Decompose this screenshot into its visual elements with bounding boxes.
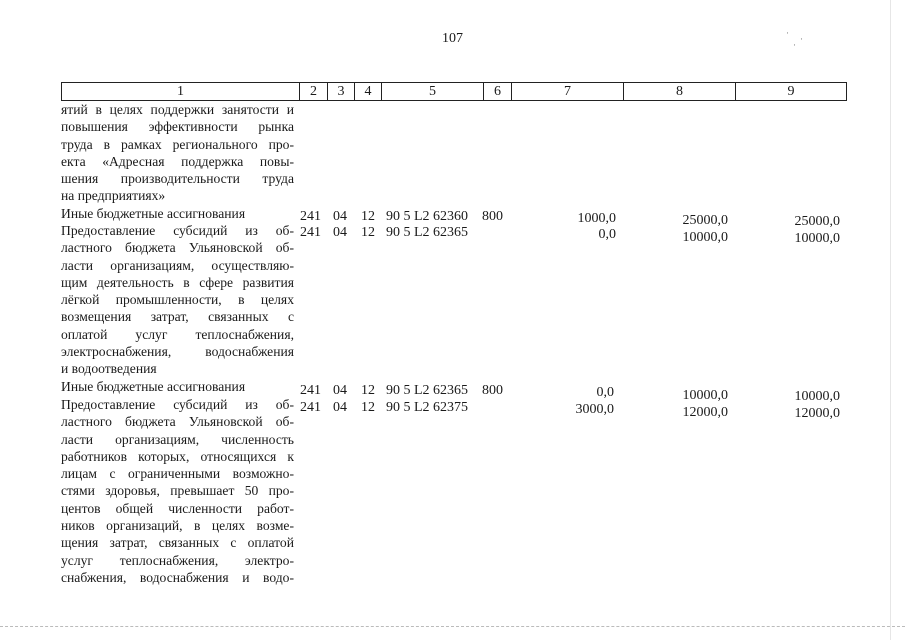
scan-speck: · <box>793 40 796 50</box>
col-header-8: 8 <box>624 83 736 100</box>
scan-bottom-line <box>0 626 905 628</box>
cell-c3: 04 <box>333 383 347 398</box>
page-number: 107 <box>442 31 463 46</box>
cell-c2: 241 <box>300 383 321 398</box>
scan-speck: · <box>786 28 789 38</box>
cell-c5: 90 5 L2 62365 <box>386 383 469 398</box>
cell-c9: 10000,0 <box>794 389 840 404</box>
cell-c7: 0,0 <box>596 385 614 400</box>
cell-c2: 241 <box>300 225 321 240</box>
cell-c6: 800 <box>482 383 503 398</box>
col-header-5: 5 <box>382 83 484 100</box>
cell-c7: 0,0 <box>598 227 616 242</box>
cell-c5: 90 5 L2 62365 <box>386 225 469 240</box>
continuation-description: ятий в целях поддержки занятости и повышения эффективности рынка труда в рамках регионального про- екта «Адресная поддержка повы- шения производительности труда на предприятиях» <box>61 102 294 204</box>
col-header-4: 4 <box>355 83 382 100</box>
cell-c7: 3000,0 <box>575 402 614 417</box>
cell-c8: 12000,0 <box>682 405 728 420</box>
row-description: Предоставление субсидий из об- ластного бюджета Ульяновской об- ласти организациям, численность работников которых, относящихся к лицам с ограниченными возможно- стями здоровья, превышает 50 про- центов общей численности работ- ников организаций, в целях возме- щения затрат, связанных с оплатой услуг теплоснабжения, электро- снабжения, водоснабжения и водо- <box>61 397 294 585</box>
cell-c3: 04 <box>333 400 347 415</box>
cell-c4: 12 <box>361 225 375 240</box>
cell-c2: 241 <box>300 400 321 415</box>
row-description: Иные бюджетные ассигнования <box>61 379 246 394</box>
cell-c9: 10000,0 <box>794 231 840 246</box>
col-header-1: 1 <box>62 83 300 100</box>
cell-c7: 1000,0 <box>577 211 616 226</box>
table-header-row <box>61 82 847 101</box>
cell-c3: 04 <box>333 209 347 224</box>
scan-speck: · <box>800 34 803 44</box>
cell-c4: 12 <box>361 209 375 224</box>
cell-c6: 800 <box>482 209 503 224</box>
cell-c4: 12 <box>361 400 375 415</box>
row-description: Предоставление субсидий из об- ластного бюджета Ульяновской об- ласти организациям, осуществляю- щим деятельность в сфере развития лёгкой промышленности, в целях возмещения затрат, связанных с оплатой услуг теплоснабжения, электроснабжения, водоснабжения и водоотведения <box>61 223 294 377</box>
cell-c4: 12 <box>361 383 375 398</box>
col-header-2: 2 <box>300 83 328 100</box>
cell-c5: 90 5 L2 62375 <box>386 400 469 415</box>
col-header-7: 7 <box>512 83 624 100</box>
col-header-6: 6 <box>484 83 512 100</box>
cell-c5: 90 5 L2 62360 <box>386 209 469 224</box>
col-header-3: 3 <box>328 83 355 100</box>
scan-edge-line <box>890 0 891 640</box>
col-header-9: 9 <box>787 84 795 99</box>
cell-c2: 241 <box>300 209 321 224</box>
row-description: Иные бюджетные ассигнования <box>61 206 246 221</box>
cell-c9: 25000,0 <box>794 214 840 229</box>
cell-c9: 12000,0 <box>794 406 840 421</box>
cell-c8: 10000,0 <box>682 388 728 403</box>
cell-c8: 25000,0 <box>682 213 728 228</box>
cell-c3: 04 <box>333 225 347 240</box>
cell-c8: 10000,0 <box>682 230 728 245</box>
